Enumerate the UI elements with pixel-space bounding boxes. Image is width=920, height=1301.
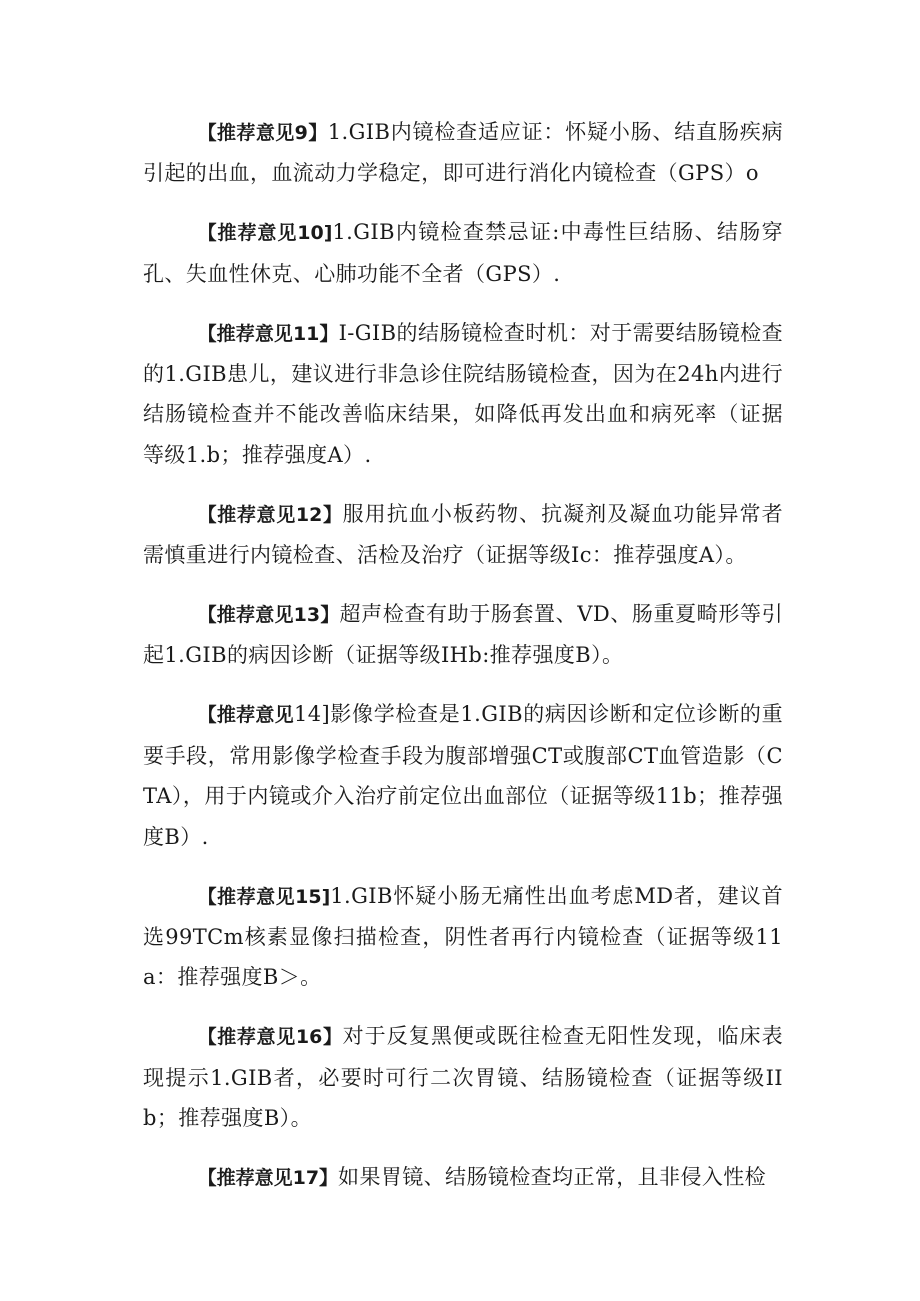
recommendation-9 <box>143 112 783 194</box>
recommendation-tag: 【推荐意见16】 <box>197 1026 343 1049</box>
recommendation-12 <box>143 494 783 576</box>
recommendation-tag: 【推荐意见 <box>197 704 294 727</box>
recommendation-10 <box>143 212 783 294</box>
recommendation-text: 如果胃镜、结肠镜检查均正常，且非侵入性检 <box>338 1164 767 1189</box>
recommendation-tag: 【推荐意见17】 <box>197 1166 339 1189</box>
recommendation-17 <box>143 1157 783 1198</box>
recommendation-tag: 【推荐意见10] <box>197 222 333 245</box>
recommendation-tag: 【推荐意见12】 <box>197 503 343 526</box>
recommendation-text: 1.GIB内镜检查禁忌证:中毒性巨结肠、结肠穿孔、失血性休克、心肺功能不全者（GPS）. <box>143 220 783 286</box>
recommendation-11 <box>143 313 783 476</box>
recommendation-text: 超声检查有助于肠套置、VD、肠重夏畸形等引起1.GIB的病因诊断（证据等级IHb:推荐强度B）。 <box>143 602 783 668</box>
recommendation-tag: 【推荐意见13】 <box>197 604 340 627</box>
recommendation-16 <box>143 1016 783 1138</box>
recommendation-14 <box>143 694 783 857</box>
recommendation-15 <box>143 876 783 998</box>
recommendation-text: 服用抗血小板药物、抗凝剂及凝血功能异常者需慎重进行内镜检查、活检及治疗（证据等级Ic：推荐强度A）。 <box>143 501 783 568</box>
recommendation-tag: 【推荐意见15] <box>197 885 331 908</box>
recommendation-text: 1.GIB怀疑小肠无痛性出血考虑MD者，建议首选99TCm核素显像扫描检查，阴性者再行内镜检查（证据等级11a：推荐强度B＞。 <box>143 883 783 990</box>
recommendation-tag: 【推荐意见11】 <box>197 322 339 345</box>
recommendation-13 <box>143 594 783 676</box>
recommendation-text: 14]影像学检查是1.GIB的病因诊断和定位诊断的重要手段，常用影像学检查手段为腹部增强CT或腹部CT血管造影（CTA），用于内镜或介入治疗前定位出血部位（证据等级11b；推荐强度B）. <box>143 702 783 849</box>
recommendation-text: I-GIB的结肠镜检查时机：对于需要结肠镜检查的1.GIB患儿，建议进行非急诊住院结肠镜检查，因为在24h内进行结肠镜检查并不能改善临床结果，如降低再发出血和病死率（证据等级1.b；推荐强度A）. <box>143 320 783 467</box>
recommendation-text: 对于反复黑便或既往检查无阳性发现，临床表现提示1.GIB者，必要时可行二次胃镜、结肠镜检查（证据等级IIb；推荐强度B）。 <box>143 1024 783 1131</box>
recommendation-list <box>143 112 783 1217</box>
recommendation-text: 1.GIB内镜检查适应证：怀疑小肠、结直肠疾病引起的出血，血流动力学稳定，即可进行消化内镜检查（GPS）o <box>143 120 783 186</box>
recommendation-tag: 【推荐意见9】 <box>197 122 328 144</box>
